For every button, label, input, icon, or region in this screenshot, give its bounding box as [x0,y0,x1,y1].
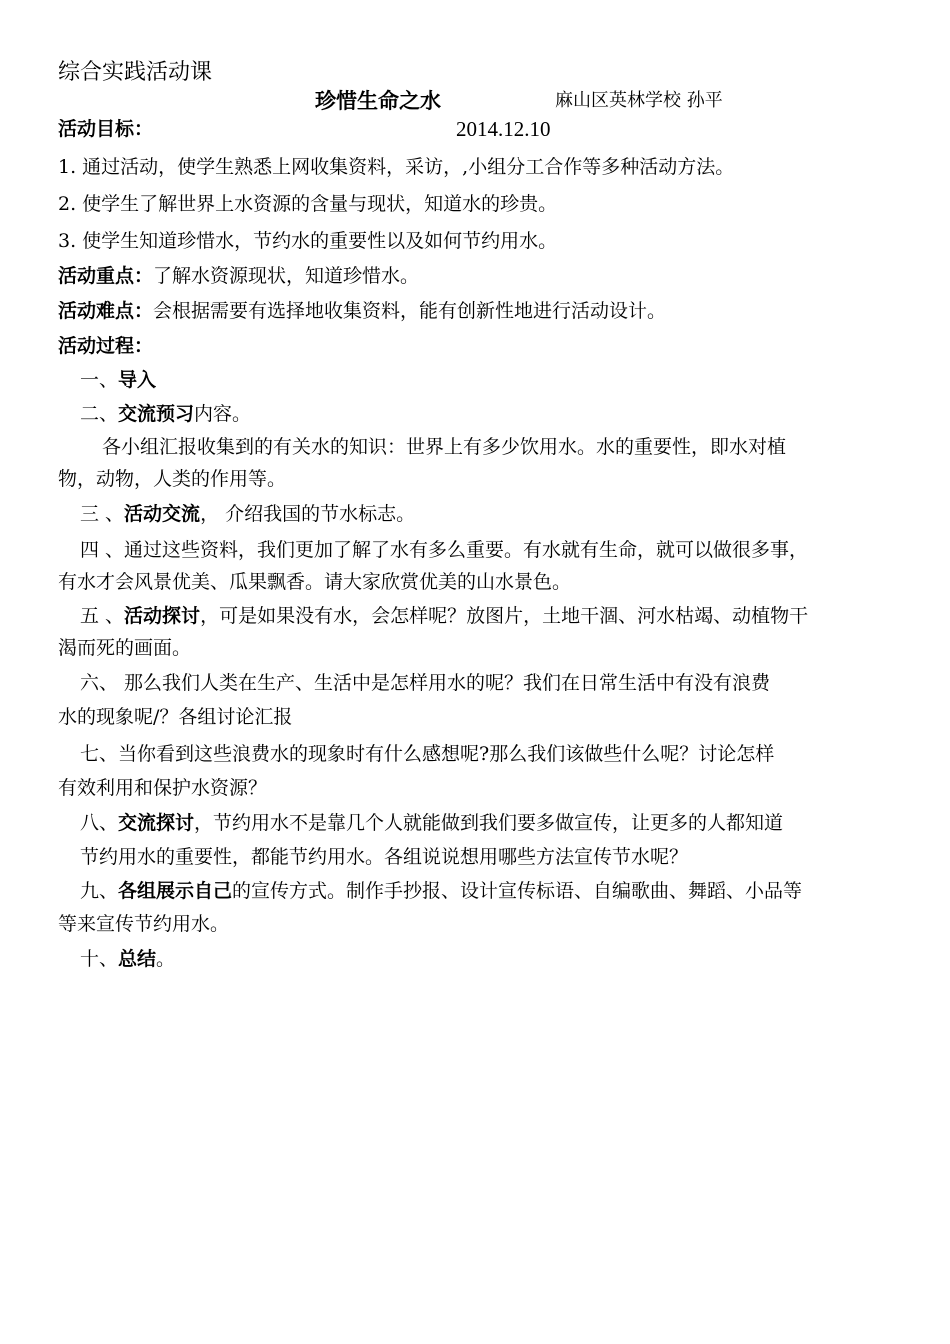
step-number: 八、 [80,812,119,834]
goal-item-2: 2. 使学生了解世界上水资源的含量与现状，知道水的珍贵。 [58,193,558,215]
step-text: ，可是如果没有水，会怎样呢？放图片，土地干涸、河水枯竭、动植物干 [200,605,809,627]
goal-item-3: 3. 使学生知道珍惜水，节约水的重要性以及如何节约用水。 [58,230,558,252]
step-number: 三 、 [80,503,125,525]
step-5 [80,601,808,631]
step-7-line-2: 有效利用和保护水资源？ [58,777,268,799]
step-heading: 总结 [118,948,157,970]
goals-label: 活动目标： [58,118,154,140]
step-text: ， 介绍我国的节水标志。 [200,503,416,525]
step-6-line-1: 六、 那么我们人类在生产、生活中是怎样用水的呢？我们在日常生活中有没有浪费 [80,672,771,694]
step-number: 九、 [80,880,119,902]
step-4-line-1: 四 、通过这些资料，我们更加了解了水有多么重要。有水就有生命，就可以做很多事， [80,539,809,561]
step-heading: 各组展示自己 [118,880,233,902]
step-heading: 交流预习 [118,403,195,425]
step-8-line-2: 节约用水的重要性，都能节约用水。各组说说想用哪些方法宣传节水呢？ [80,846,689,868]
author-school: 麻山区英林学校 孙平 [555,90,723,111]
step-heading: 导入 [118,369,157,391]
step-4-line-2: 有水才会风景优美、瓜果飘香。请大家欣赏优美的山水景色。 [58,571,572,593]
step-2-detail-line-2: 物，动物，人类的作用等。 [58,468,287,490]
difficulty-label: 活动难点： [58,300,154,322]
step-text: ，节约用水不是靠几个人就能做到我们要多做宣传，让更多的人都知道 [194,812,784,834]
document-title: 珍惜生命之水 [315,89,441,113]
key-point-text: 了解水资源现状，知道珍惜水。 [153,265,420,287]
step-number: 十、 [80,948,119,970]
step-number: 一、 [80,369,119,391]
step-2-detail-line-1: 各小组汇报收集到的有关水的知识：世界上有多少饮用水。水的重要性，即水对植 [102,436,787,458]
step-8 [80,808,783,838]
goal-item-1: 1. 通过活动，使学生熟悉上网收集资料，采访，,小组分工合作等多种活动方法。 [58,156,735,178]
step-heading: 活动探讨 [124,605,201,627]
key-point-line [58,261,419,291]
step-heading: 活动交流 [124,503,201,525]
step-9-line-2: 等来宣传节约用水。 [58,913,230,935]
difficulty-line [58,296,666,326]
key-point-label: 活动重点： [58,265,154,287]
step-text: 。 [156,948,176,970]
step-2 [80,399,251,429]
step-number: 五 、 [80,605,125,627]
step-number: 二、 [80,403,119,425]
step-heading: 交流探讨 [118,812,195,834]
document-date: 2014.12.10 [456,117,551,141]
difficulty-text: 会根据需要有选择地收集资料，能有创新性地进行活动设计。 [153,300,667,322]
course-type: 综合实践活动课 [58,60,213,85]
step-text: 的宣传方式。制作手抄报、设计宣传标语、自编歌曲、舞蹈、小品等 [232,880,803,902]
step-text: 内容。 [194,403,252,425]
step-9 [80,876,802,906]
step-10 [80,944,175,974]
step-7-line-1: 七、当你看到这些浪费水的现象时有什么感想呢?那么我们该做些什么呢？讨论怎样 [80,743,775,765]
step-1 [80,365,156,395]
step-3 [80,499,415,529]
step-6-line-2: 水的现象呢/？各组讨论汇报 [58,706,293,728]
step-5-line-2: 渴而死的画面。 [58,637,192,659]
process-label: 活动过程： [58,335,154,357]
